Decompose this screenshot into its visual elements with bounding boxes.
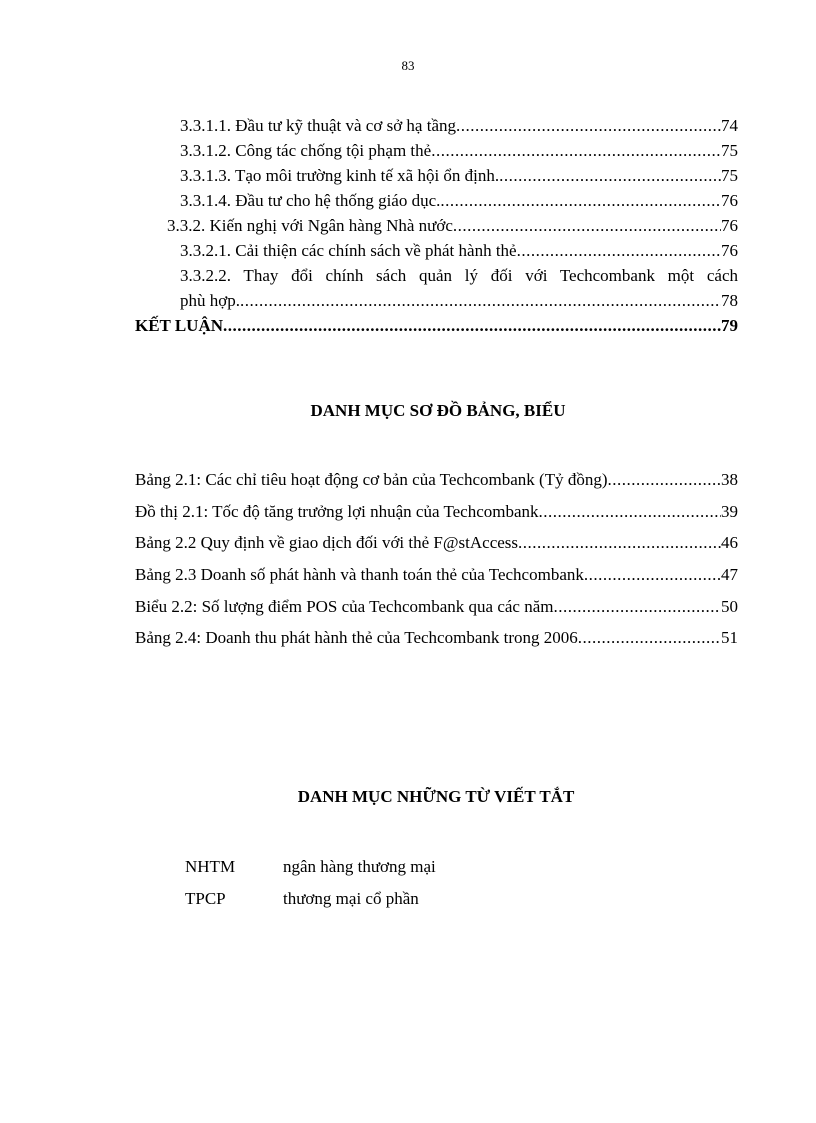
toc-entry[interactable] bbox=[135, 288, 738, 313]
toc-entry-label: 3.3.2. Kiến nghị với Ngân hàng Nhà nước bbox=[167, 216, 453, 235]
toc-entry[interactable] bbox=[135, 188, 738, 213]
figure-entry-label: Bảng 2.2 Quy định về giao dịch đối với thẻ F@stAccess bbox=[135, 533, 519, 553]
dot-leader bbox=[223, 313, 721, 338]
figure-entry[interactable] bbox=[135, 591, 738, 623]
dot-leader bbox=[553, 591, 721, 623]
toc-entry-label: phù hợp. bbox=[180, 291, 240, 310]
abbreviations-heading: DANH MỤC NHỮNG TỪ VIẾT TẮT bbox=[297, 787, 575, 806]
figure-entry[interactable] bbox=[135, 622, 738, 654]
page-number: 83 bbox=[401, 58, 415, 73]
toc-entry-page: 75 bbox=[721, 166, 738, 185]
toc-entry-label: 3.3.1.3. Tạo môi trường kinh tế xã hội ổn định. bbox=[180, 166, 500, 185]
toc-entry-conclusion[interactable] bbox=[135, 313, 738, 338]
toc-entry-page: 75 bbox=[721, 141, 738, 160]
figure-entry-page: 38 bbox=[721, 470, 738, 489]
figure-entry-page: 47 bbox=[721, 565, 738, 585]
toc-entry-label: KẾT LUẬN bbox=[135, 316, 224, 335]
dot-leader bbox=[456, 113, 721, 138]
figure-entry[interactable] bbox=[135, 496, 738, 528]
toc-entry[interactable] bbox=[135, 238, 738, 263]
figures-list bbox=[135, 464, 738, 654]
figure-entry-label: Bảng 2.3 Doanh số phát hành và thanh toán thẻ của Techcombank bbox=[135, 565, 584, 585]
abbreviation-term: TPCP bbox=[185, 889, 226, 908]
toc-entry[interactable] bbox=[135, 113, 738, 138]
abbreviation-meaning: ngân hàng thương mại bbox=[283, 857, 436, 876]
dot-leader bbox=[584, 559, 721, 591]
toc-entry-label: 3.3.1.1. Đầu tư kỹ thuật và cơ sở hạ tầng bbox=[180, 116, 457, 135]
dot-leader bbox=[453, 213, 721, 238]
dot-leader bbox=[517, 238, 721, 263]
toc-entry[interactable] bbox=[135, 213, 738, 238]
dot-leader bbox=[608, 464, 722, 496]
figure-entry-page: 39 bbox=[721, 501, 738, 521]
abbreviation-term: NHTM bbox=[185, 857, 236, 876]
toc-entry[interactable] bbox=[135, 138, 738, 163]
figure-entry[interactable] bbox=[135, 527, 738, 559]
figure-entry[interactable] bbox=[135, 559, 738, 591]
figure-entry-label: Bảng 2.4: Doanh thu phát hành thẻ của Techcombank trong 2006 bbox=[135, 628, 578, 648]
abbreviation-row bbox=[185, 851, 436, 883]
toc-entry-page: 76 bbox=[721, 216, 738, 235]
toc-entry-page: 76 bbox=[721, 191, 738, 210]
abbreviation-row bbox=[185, 883, 436, 915]
figure-entry-page: 46 bbox=[721, 533, 738, 553]
abbreviation-meaning: thương mại cổ phần bbox=[283, 889, 419, 908]
toc-entry-label: 3.3.2.1. Cải thiện các chính sách về phát hành thẻ bbox=[180, 241, 517, 260]
dot-leader bbox=[440, 188, 721, 213]
toc-entry-label: 3.3.1.2. Công tác chống tội phạm thẻ bbox=[180, 141, 432, 160]
toc-entry-wrapped-line[interactable]: 3.3.2.2. Thay đổi chính sách quản lý đối với Techcombank một cách bbox=[180, 266, 738, 285]
dot-leader bbox=[431, 138, 721, 163]
toc-entry-label: 3.3.1.4. Đầu tư cho hệ thống giáo dục. bbox=[180, 191, 441, 210]
toc-entry-page: 79 bbox=[721, 316, 738, 335]
toc-entry[interactable] bbox=[135, 163, 738, 188]
toc-entry-page: 78 bbox=[721, 291, 738, 310]
abbreviations-list bbox=[185, 851, 436, 915]
figure-entry[interactable] bbox=[135, 464, 738, 496]
dot-leader bbox=[518, 527, 721, 559]
figure-entry-label: Bảng 2.1: Các chỉ tiêu hoạt động cơ bản của Techcombank (Tỷ đồng) bbox=[135, 470, 608, 489]
dot-leader bbox=[578, 622, 721, 654]
figure-entry-label: Biểu 2.2: Số lượng điểm POS của Techcombank qua các năm bbox=[135, 596, 554, 616]
figure-entry-page: 50 bbox=[721, 596, 738, 616]
figure-entry-page: 51 bbox=[721, 628, 738, 648]
table-of-contents bbox=[135, 113, 738, 338]
dot-leader bbox=[499, 163, 721, 188]
toc-entry-page: 76 bbox=[721, 241, 738, 260]
dot-leader bbox=[539, 496, 721, 528]
dot-leader bbox=[240, 288, 721, 313]
figures-heading: DANH MỤC SƠ ĐỒ BẢNG, BIỂU bbox=[310, 401, 566, 420]
figure-entry-label: Đồ thị 2.1: Tốc độ tăng trưởng lợi nhuận của Techcombank bbox=[135, 501, 539, 521]
toc-entry-page: 74 bbox=[721, 116, 738, 135]
